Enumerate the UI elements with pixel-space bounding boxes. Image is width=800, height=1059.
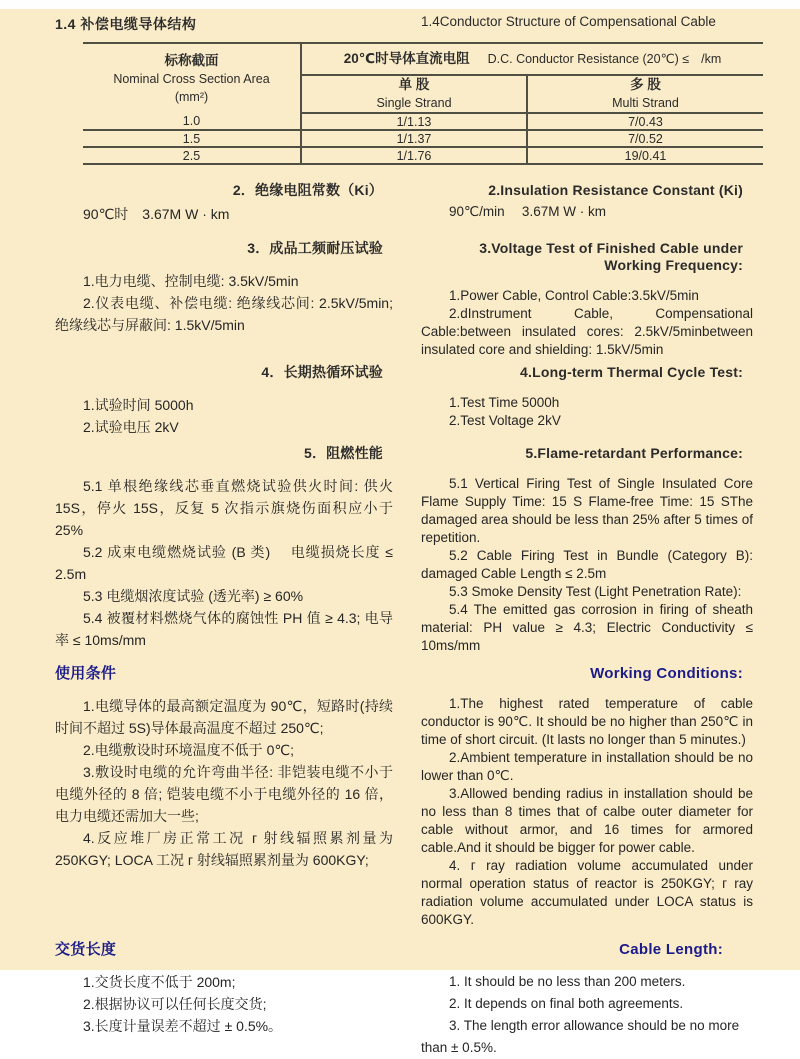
section-heading-en: Working Conditions: — [590, 665, 743, 682]
section-heading-zh: 5．阻燃性能 — [304, 445, 383, 461]
paragraph-en: 90℃/min 3.67M W · km — [449, 204, 606, 219]
section-right-en — [421, 182, 753, 225]
paragraph-en: 1. It should be no less than 200 meters. — [449, 974, 686, 989]
section-heading-zh: 交货长度 — [55, 941, 117, 958]
section-left-zh — [55, 182, 393, 225]
paragraph-zh: 5.2 成束电缆燃烧试验 (B 类) 电缆损烧长度 ≤ 2.5m — [55, 544, 393, 582]
section-heading-en: 4.Long-term Thermal Cycle Test: — [520, 364, 743, 380]
paragraph-en: 3.Allowed bending radius in installation should be no less than 8 times that of calbe outer diameter for cable without armor, and 16 times for armored cable.And it should be bigger for power cable. — [421, 786, 753, 855]
paragraph-en: 5.3 Smoke Density Test (Light Penetration Rate): — [449, 584, 742, 599]
resistance-label-en: D.C. Conductor Resistance (20℃) ≤ — [487, 52, 690, 66]
cell-multi-strand: 7/0.43 — [527, 113, 763, 130]
nominal-unit: (mm²) — [174, 89, 209, 104]
top-margin-strip — [0, 0, 800, 9]
section-heading-zh: 3．成品工频耐压试验 — [247, 240, 383, 256]
column-gap — [393, 664, 421, 929]
paragraph-en: 5.4 The emitted gas corrosion in firing of sheath material: PH value ≥ 4.3; Electric Conductivity ≤ 10ms/mm — [421, 602, 753, 653]
paragraph-en: 3. The length error allowance should be no more than ± 0.5%. — [421, 1018, 740, 1055]
cell-multi-strand: 19/0.41 — [527, 147, 763, 164]
paragraph-zh: 3.敷设时电缆的允许弯曲半径: 非铠装电缆不小于电缆外径的 8 倍; 铠装电缆不小于电缆外径的 16 倍，电力电缆还需加大一些; — [55, 764, 393, 824]
section-heading-zh: 4．长期热循环试验 — [261, 364, 383, 380]
section-left-zh — [55, 664, 393, 929]
column-gap — [393, 240, 421, 359]
cell-single-strand: 1/1.37 — [301, 130, 527, 147]
section-heading-zh: 使用条件 — [55, 665, 117, 682]
table-header-single-cell — [301, 75, 527, 113]
section-left-zh — [55, 940, 393, 1059]
cell-cross-section: 1.5 — [83, 130, 301, 147]
section-right-en — [421, 664, 753, 929]
paragraph-en: 1.Power Cable, Control Cable:3.5kV/5min — [449, 288, 699, 303]
page-content — [0, 9, 800, 1059]
section-heading-en: 2.Insulation Resistance Constant (Ki) — [488, 182, 743, 198]
page-title-en: 1.4Conductor Structure of Compensational Cable — [421, 14, 716, 29]
paragraph-en: 2.Ambient temperature in installation should be no lower than 0℃. — [421, 750, 753, 783]
table-header-nominal-cell — [83, 43, 301, 113]
section-right-en — [421, 240, 753, 359]
section-heading-en: Cable Length: — [619, 941, 723, 958]
section-insulation-resistance — [55, 182, 753, 225]
section-right-en — [421, 445, 753, 655]
column-gap — [393, 364, 421, 438]
section-right-en — [421, 364, 753, 438]
section-left-zh — [55, 445, 393, 655]
single-strand-label-zh: 单 股 — [398, 77, 430, 92]
cell-multi-strand: 7/0.52 — [527, 130, 763, 147]
paragraph-zh: 1.交货长度不低于 200m; — [83, 974, 236, 990]
section-heading-zh: 2．绝缘电阻常数（Ki） — [232, 182, 383, 198]
paragraph-zh: 5.3 电缆烟浓度试验 (透光率) ≥ 60% — [83, 588, 304, 604]
paragraph-en: 4. г ray radiation volume accumulated under normal operation status of reactor is 250KGY; г ray radiation volume accumulated under LOCA status is 600KGY. — [421, 858, 753, 927]
single-strand-label-en: Single Strand — [376, 96, 452, 110]
table-header-row-1 — [83, 43, 763, 75]
page-title-zh: 1.4 补偿电缆导体结构 — [55, 16, 197, 32]
paragraph-zh: 1.电力电缆、控制电缆: 3.5kV/5min — [83, 273, 299, 289]
paragraph-en: 5.1 Vertical Firing Test of Single Insulated Core Flame Supply Time: 15 S Flame-free Time: 15 SThe damaged area should be less than 25% after 5 times of repetition. — [421, 476, 753, 545]
paragraph-zh: 2.仪表电缆、补偿电缆: 绝缘线芯间: 2.5kV/5min; 绝缘线芯与屏蔽间: 1.5kV/5min — [55, 295, 393, 333]
paragraph-zh: 5.4 被覆材料燃烧气体的腐蚀性 PH 值 ≥ 4.3; 电导率 ≤ 10ms/mm — [55, 610, 393, 648]
section-voltage-test — [55, 240, 753, 359]
paragraph-zh: 1.试验时间 5000h — [83, 397, 194, 413]
paragraph-zh: 2.根据协议可以任何长度交货; — [83, 996, 267, 1012]
multi-strand-label-en: Multi Strand — [612, 96, 679, 110]
resistance-unit: /km — [701, 52, 722, 66]
section-heading-en: 5.Flame-retardant Performance: — [525, 445, 743, 461]
cell-cross-section: 1.0 — [83, 113, 301, 130]
table-row — [83, 130, 763, 147]
paragraph-zh: 5.1 单根绝缘线芯垂直燃烧试验供火时间: 供火 15S，停火 15S，反复 5 次指示旗烧伤面积应小于 25% — [55, 478, 393, 538]
nominal-label-en: Nominal Cross Section Area — [113, 71, 270, 86]
column-gap — [393, 14, 421, 34]
paragraph-zh: 4.反应堆厂房正常工况 г 射线辐照累剂量为 250KGY; LOCA 工况 г 射线辐照累剂量为 600KGY; — [55, 830, 393, 868]
nominal-label-zh: 标称截面 — [164, 52, 219, 68]
resistance-label-zh: 20℃时导体直流电阻 — [343, 51, 470, 66]
paragraph-en: 1.The highest rated temperature of cable conductor is 90℃. It should be no higher than 250℃ in time of short circuit. (It lasts no longer than 5 minutes.) — [421, 696, 753, 747]
section-heading-en: 3.Voltage Test of Finished Cable under Working Frequency: — [479, 240, 743, 273]
section-flame-retardant — [55, 445, 753, 655]
section-left-zh — [55, 240, 393, 359]
paragraph-zh: 90℃时 3.67M W · km — [83, 206, 230, 222]
paragraph-zh: 3.长度计量误差不超过 ± 0.5%。 — [83, 1018, 283, 1034]
cell-single-strand: 1/1.76 — [301, 147, 527, 164]
conductor-resistance-table — [83, 42, 763, 165]
table-header-multi-cell — [527, 75, 763, 113]
section-cable-length — [55, 940, 753, 1059]
paragraph-en: 1.Test Time 5000h — [449, 395, 560, 410]
title-row — [55, 9, 753, 34]
section-left-zh — [55, 364, 393, 438]
paragraph-en: 2.dInstrument Cable, Compensational Cable:between insulated cores: 2.5kV/5minbetween insulated core and shielding: 1.5kV/5min — [421, 306, 753, 357]
paragraph-en: 2. It depends on final both agreements. — [449, 996, 684, 1011]
cell-cross-section: 2.5 — [83, 147, 301, 164]
paragraph-zh: 2.电缆敷设时环境温度不低于 0℃; — [83, 742, 294, 758]
table-row — [83, 147, 763, 164]
multi-strand-label-zh: 多 股 — [630, 77, 661, 92]
table-header-resistance-cell — [301, 43, 763, 75]
paragraph-zh: 1.电缆导体的最高额定温度为 90℃，短路时(持续时间不超过 5S)导体最高温度不超过 250℃; — [55, 698, 393, 736]
column-gap — [393, 445, 421, 655]
paragraph-zh: 2.试验电压 2kV — [83, 419, 179, 435]
cell-single-strand: 1/1.13 — [301, 113, 527, 130]
section-working-conditions — [55, 664, 753, 929]
table-row — [83, 113, 763, 130]
section-right-en — [421, 940, 753, 1059]
column-gap — [393, 182, 421, 225]
column-gap — [393, 940, 421, 1059]
paragraph-en: 5.2 Cable Firing Test in Bundle (Category B): damaged Cable Length ≤ 2.5m — [421, 548, 753, 581]
paragraph-en: 2.Test Voltage 2kV — [449, 413, 561, 428]
section-thermal-cycle-test — [55, 364, 753, 438]
